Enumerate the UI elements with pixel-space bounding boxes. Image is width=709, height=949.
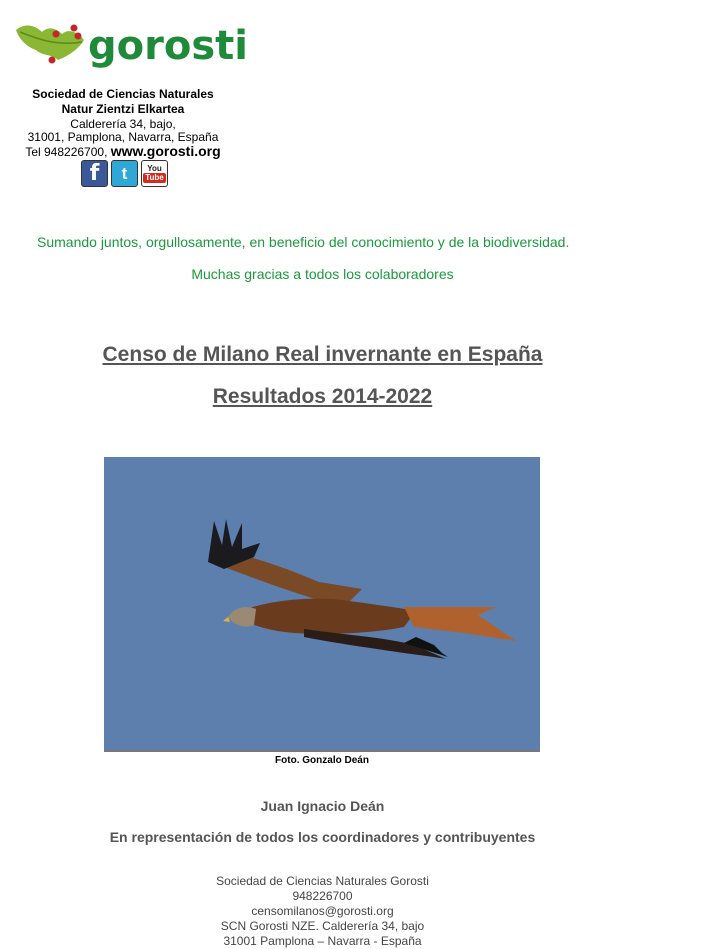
footer-city: 31001 Pamplona – Navarra - España <box>223 934 422 948</box>
red-kite-photo <box>104 457 540 750</box>
org-name: Sociedad de Ciencias Naturales <box>32 87 214 101</box>
youtube-glyph-top: You <box>147 164 162 173</box>
slogan-line-1: Sumando juntos, orgullosamente, en beneficio del conocimiento y de la biodiversidad. <box>37 234 570 250</box>
holly-leaf-icon <box>16 25 84 64</box>
footer-phone: 948226700 <box>292 889 353 903</box>
author-subtitle: En representación de todos los coordinadores y contribuyentes <box>109 829 536 845</box>
org-name-basque: Natur Zientzi Elkartea <box>61 102 185 116</box>
author-name: Juan Ignacio Deán <box>260 798 385 814</box>
slogan-line-2: Muchas gracias a todos los colaboradores <box>191 266 454 282</box>
logo-wordmark[interactable]: gorosti <box>88 23 248 69</box>
footer-email[interactable]: censomilanos@gorosti.org <box>251 904 394 918</box>
youtube-glyph-bottom: Tube <box>145 173 164 182</box>
twitter-glyph: t <box>121 163 128 183</box>
document-subtitle: Resultados 2014-2022 <box>212 385 433 408</box>
contact-line <box>12 144 234 160</box>
website-link[interactable]: www.gorosti.org <box>110 143 221 159</box>
facebook-glyph: f <box>89 161 100 186</box>
photo-credit: Foto. Gonzalo Deán <box>275 755 369 766</box>
phone-number: Tel 948226700, <box>25 145 111 159</box>
city-address: 31001, Pamplona, Navarra, España <box>27 130 219 144</box>
footer-address: SCN Gorosti NZE. Calderería 34, bajo <box>220 919 425 933</box>
street-address: Calderería 34, bajo, <box>70 117 176 131</box>
document-title: Censo de Milano Real invernante en España <box>102 343 543 366</box>
footer-org: Sociedad de Ciencias Naturales Gorosti <box>216 874 429 888</box>
twitter-icon[interactable] <box>111 160 138 187</box>
photo-divider <box>104 750 540 752</box>
youtube-icon[interactable] <box>141 160 168 187</box>
facebook-icon[interactable] <box>81 160 108 187</box>
